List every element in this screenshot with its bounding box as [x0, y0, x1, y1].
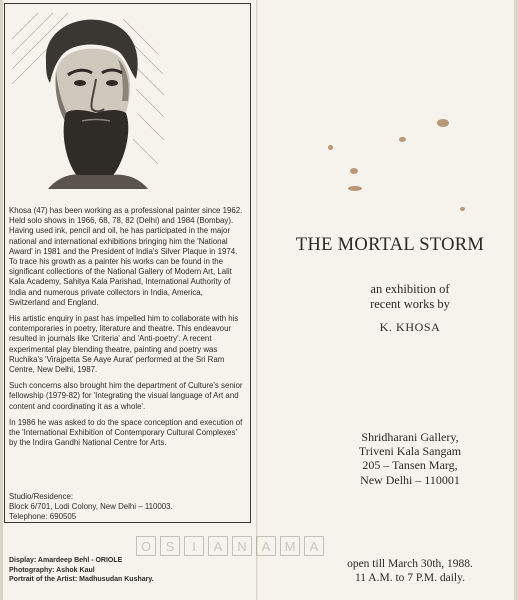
credit-display: Display: Amardeep Behl - ORIOLE [9, 557, 123, 564]
bio-paragraph: His artistic enquiry in past has impelled him to collaborate with his contemporaries in poetry, literature and theatre. This endeavour resulted in journals like 'Criteria' and 'Anti-poetry'. A recent experimental play blending theatre, painting and poetry was Ruchika's 'Virajpetta Se Aaye Aurat' performed at the Sri Ram Centre, New Delhi, 1987. [9, 314, 239, 375]
paper-stain [350, 168, 358, 174]
bio-paragraph: Such concerns also brought him the department of Culture's senior fellowship (1979-82) for 'Integrating the visual language of Art and content and coordinating it as a whole'. [9, 381, 243, 411]
venue-line: Triveni Kala Sangam [358, 444, 462, 459]
venue-line: Shridharani Gallery, [361, 430, 459, 444]
studio-address-block [9, 492, 243, 523]
credit-photography: Photography: Ashok Kaul [9, 566, 95, 574]
bio-paragraph: Khosa (47) has been working as a professional painter since 1962. Held solo shows in 1966, 68, 78, 82 (Delhi) and 1984 (Bombay). Having used ink, pencil and oil, he has participated in the major national and international exhibitions bringing him the 'National Award' in 1981 and the President of India's Silver Plaque in 1974. To trace his growth as a painter his works can be found in the significant collections of the National Gallery of Modern Art, Lalit Kala Academy, Sahitya Kala Parishad, International Authority of India and numerous private collectors in India, America, Switzerland and England. [9, 206, 243, 307]
watermark-letter: M [280, 536, 300, 556]
venue-address [330, 430, 490, 487]
subtitle-line: an exhibition of [370, 282, 450, 296]
studio-address: Block 6/701, Lodi Colony, New Delhi – 110003. [9, 502, 173, 512]
artist-biography [9, 206, 243, 454]
exhibition-title: THE MORTAL STORM [295, 235, 485, 255]
fold-line [256, 0, 258, 600]
watermark-letter: A [256, 536, 276, 556]
paper-stain [348, 186, 362, 191]
hours-line: 11 A.M. to 7 P.M. daily. [354, 571, 465, 584]
paper-stain [460, 207, 465, 211]
venue-line: New Delhi – 110001 [360, 472, 460, 487]
watermark [136, 536, 324, 558]
watermark-letter: A [304, 536, 324, 556]
bio-paragraph: In 1986 he was asked to do the space conception and execution of the 'International Exhibition of Contemporary Cultural Complexes' by the Indira Gandhi National Centre for Arts. [9, 417, 243, 448]
credits-block [9, 556, 249, 585]
watermark-letter: S [160, 536, 180, 556]
artist-portrait-sketch [8, 9, 168, 189]
paper-stain [399, 137, 406, 142]
watermark-letter: I [184, 536, 204, 556]
dates-line: open till March 30th, 1988. [347, 558, 473, 570]
watermark-letter: O [136, 536, 156, 556]
watermark-letter: A [208, 536, 228, 556]
watermark-letter: N [232, 536, 252, 556]
artist-name: K. KHOSA [379, 320, 441, 334]
exhibition-subtitle [330, 282, 490, 312]
studio-telephone: Telephone: 690505 [9, 512, 77, 522]
credit-portrait: Portrait of the Artist: Madhusudan Kushary. [9, 576, 154, 584]
exhibition-dates [330, 558, 490, 585]
studio-heading: Studio/Residence: [9, 492, 74, 501]
venue-line: 205 – Tansen Marg, [362, 458, 458, 473]
subtitle-line: recent works by [370, 297, 450, 311]
paper-stain [437, 119, 449, 127]
paper-stain [328, 145, 333, 150]
